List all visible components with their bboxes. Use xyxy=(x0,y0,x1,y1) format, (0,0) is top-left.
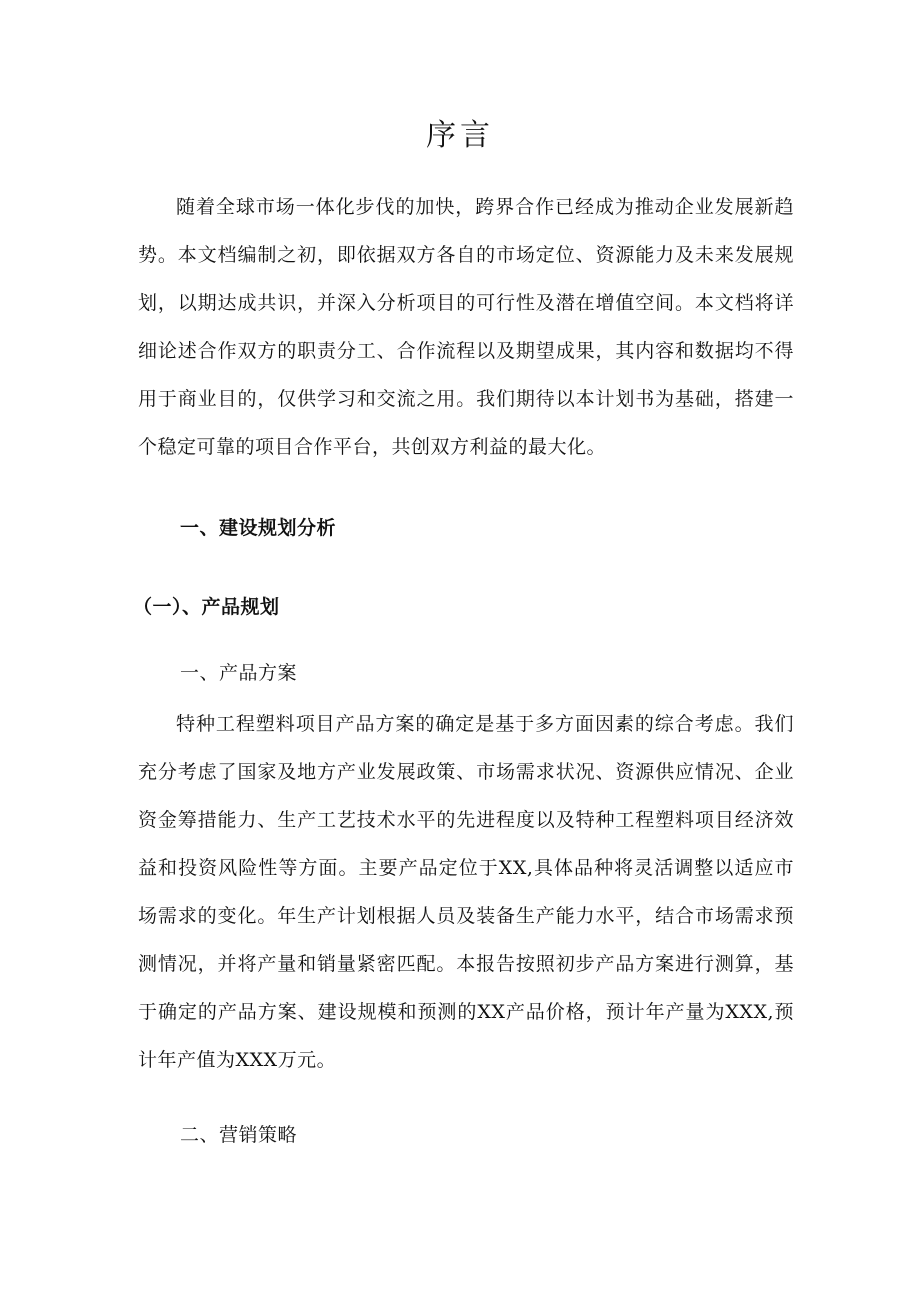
item-heading-marketing-strategy: 二、营销策略 xyxy=(180,1124,298,1146)
item-heading-product-plan: 一、产品方案 xyxy=(180,662,298,684)
section-heading: 一、建设规划分析 xyxy=(180,517,337,539)
page-title: 序言 xyxy=(426,118,494,153)
preface-paragraph: 随着全球市场一体化步伐的加快，跨界合作已经成为推动企业发展新趋势。本文档编制之初，即依据双方各自的市场定位、资源能力及未来发展规划，以期达成共识，并深入分析项目的可行性及潜在增值空间。本文档将详细论述合作双方的职责分工、合作流程以及期望成果，其内容和数据均不得用于商业目的，仅供学习和交流之用。我们期待以本计划书为基础，搭建一个稳定可靠的项目合作平台，共创双方利益的最大化。 xyxy=(138,196,794,458)
product-plan-paragraph: 特种工程塑料项目产品方案的确定是基于多方面因素的综合考虑。我们充分考虑了国家及地方产业发展政策、市场需求状况、资源供应情况、企业资金筹措能力、生产工艺技术水平的先进程度以及特种工程塑料项目经济效益和投资风险性等方面。主要产品定位于XX,具体品种将灵活调整以适应市场需求的变化。年生产计划根据人员及装备生产能力水平，结合市场需求预测情况，并将产量和销量紧密匹配。本报告按照初步产品方案进行测算，基于确定的产品方案、建设规模和预测的XX产品价格，预计年产量为XXX,预计年产值为XXX万元。 xyxy=(138,713,794,1071)
subsection-heading: （一）、产品规划 xyxy=(133,596,280,618)
